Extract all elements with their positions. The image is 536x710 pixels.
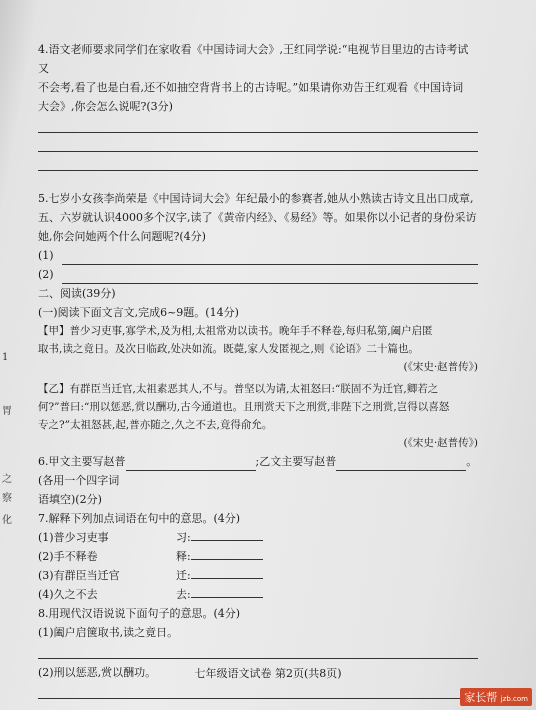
fill-blank[interactable] bbox=[191, 585, 263, 598]
margin-mark: 1 bbox=[2, 352, 9, 363]
question-text: 7.解释下列加点词语在句中的意思。(4分) bbox=[38, 512, 241, 525]
margin-mark: 察 bbox=[2, 493, 12, 504]
question-text: 大会》,你会怎么说呢?(3分) bbox=[38, 100, 173, 113]
fill-blank[interactable] bbox=[126, 458, 256, 471]
passage-line: 专之?”太祖怒甚,起,普亦随之,久之不去,竟得俞允。 bbox=[38, 419, 273, 431]
answer-line[interactable] bbox=[62, 250, 478, 265]
page-content bbox=[38, 40, 478, 701]
question-6 bbox=[38, 452, 478, 509]
fill-blank[interactable] bbox=[191, 566, 263, 579]
vocab-word: 习: bbox=[176, 531, 191, 544]
section-heading: 二、阅读(39分) bbox=[38, 287, 116, 300]
passage-source: (《宋史·赵普传》) bbox=[403, 361, 478, 373]
question-text bbox=[38, 452, 478, 490]
question-text-part: 。(各用一个四字词 bbox=[38, 455, 478, 487]
question-text: 她,你会问她两个什么问题呢?(4分) bbox=[38, 230, 206, 243]
margin-mark: 胃 bbox=[2, 406, 12, 417]
vocab-sentence: (1)普少习吏事 bbox=[38, 531, 109, 544]
fill-blank[interactable] bbox=[191, 528, 263, 541]
answer-row bbox=[38, 246, 478, 265]
question-7 bbox=[38, 509, 478, 604]
answer-row bbox=[38, 265, 478, 284]
fill-blank[interactable] bbox=[336, 458, 466, 471]
watermark-url: jzb.com bbox=[500, 695, 528, 703]
watermark-text: 家长帮 bbox=[464, 691, 498, 704]
question-text: 语填空)(2分) bbox=[38, 493, 102, 506]
passage-a bbox=[38, 322, 478, 376]
vocab-row bbox=[38, 566, 478, 585]
passage-b bbox=[38, 380, 478, 452]
page-footer: 七年级语文试卷 第2页(共8页) bbox=[194, 667, 342, 680]
answer-line[interactable] bbox=[62, 269, 478, 284]
fill-blank[interactable] bbox=[191, 547, 263, 560]
vocab-row bbox=[38, 547, 478, 566]
question-text: 五、六岁就认识4000多个汉字,读了《黄帝内经》、《易经》等。如果你以小记者的身份采访 bbox=[38, 211, 477, 224]
subsection-heading: (一)阅读下面文言文,完成6~9题。(14分) bbox=[38, 306, 239, 319]
question-text: 5.七岁小女孩李尚荣是《中国诗词大会》年纪最小的参赛者,她从小熟读古诗文且出口成章, bbox=[38, 192, 474, 205]
question-text: 不会考,看了也是白看,还不如抽空背背书上的古诗呢。”如果请你劝告王红观看《中国诗词 bbox=[38, 81, 464, 94]
margin-mark: 之 bbox=[2, 474, 12, 485]
vocab-word: 释: bbox=[176, 550, 191, 563]
question-5 bbox=[38, 189, 478, 284]
passage-source: (《宋史·赵普传》) bbox=[403, 437, 478, 449]
vocab-word: 迁: bbox=[176, 569, 191, 582]
answer-line[interactable] bbox=[38, 682, 478, 699]
vocab-sentence: (3)有群臣当迁官 bbox=[38, 569, 120, 582]
sentence-to-translate: (2)刑以惩恶,赏以酬功。 bbox=[38, 666, 157, 679]
margin-mark: 化 bbox=[2, 515, 12, 526]
question-text-part: ;乙文主要写赵普 bbox=[255, 455, 337, 468]
answer-line[interactable] bbox=[38, 154, 478, 171]
vocab-word: 去: bbox=[176, 588, 191, 601]
passage-line: 【乙】有群臣当迁官,太祖素恶其人,不与。普坚以为请,太祖怒曰:“朕固不为迁官,卿若之 bbox=[38, 383, 439, 395]
question-text: 8.用现代汉语说说下面句子的意思。(4分) bbox=[38, 607, 241, 620]
answer-number: (2) bbox=[38, 268, 54, 281]
answer-line[interactable] bbox=[38, 642, 478, 659]
answer-line[interactable] bbox=[38, 135, 478, 152]
vocab-row bbox=[38, 528, 478, 547]
question-4 bbox=[38, 40, 478, 171]
passage-line: 何?”普曰:“刑以惩恶,赏以酬功,古今通道也。且刑赏天下之刑赏,非陛下之刑赏,岂得以喜怒 bbox=[38, 401, 450, 413]
site-watermark bbox=[460, 688, 532, 706]
vocab-sentence: (2)手不释卷 bbox=[38, 550, 98, 563]
answer-line[interactable] bbox=[38, 116, 478, 133]
answer-number: (1) bbox=[38, 249, 54, 262]
question-8 bbox=[38, 604, 478, 699]
question-text-part: 6.甲文主要写赵普 bbox=[38, 455, 126, 468]
question-text: 4.语文老师要求同学们在家收看《中国诗词大会》,王红同学说:“电视节目里边的古诗考试又 bbox=[38, 43, 469, 75]
passage-line: 取书,读之竟日。及次日临政,处决如流。既薨,家人发匿视之,则《论语》二十篇也。 bbox=[38, 343, 419, 355]
sentence-to-translate: (1)阖户启箧取书,读之竟日。 bbox=[38, 626, 179, 639]
vocab-sentence: (4)久之不去 bbox=[38, 588, 98, 601]
vocab-row bbox=[38, 585, 478, 604]
passage-line: 【甲】普少习吏事,寡学术,及为相,太祖常劝以读书。晚年手不释卷,每归私第,阖户启匿 bbox=[38, 325, 433, 337]
